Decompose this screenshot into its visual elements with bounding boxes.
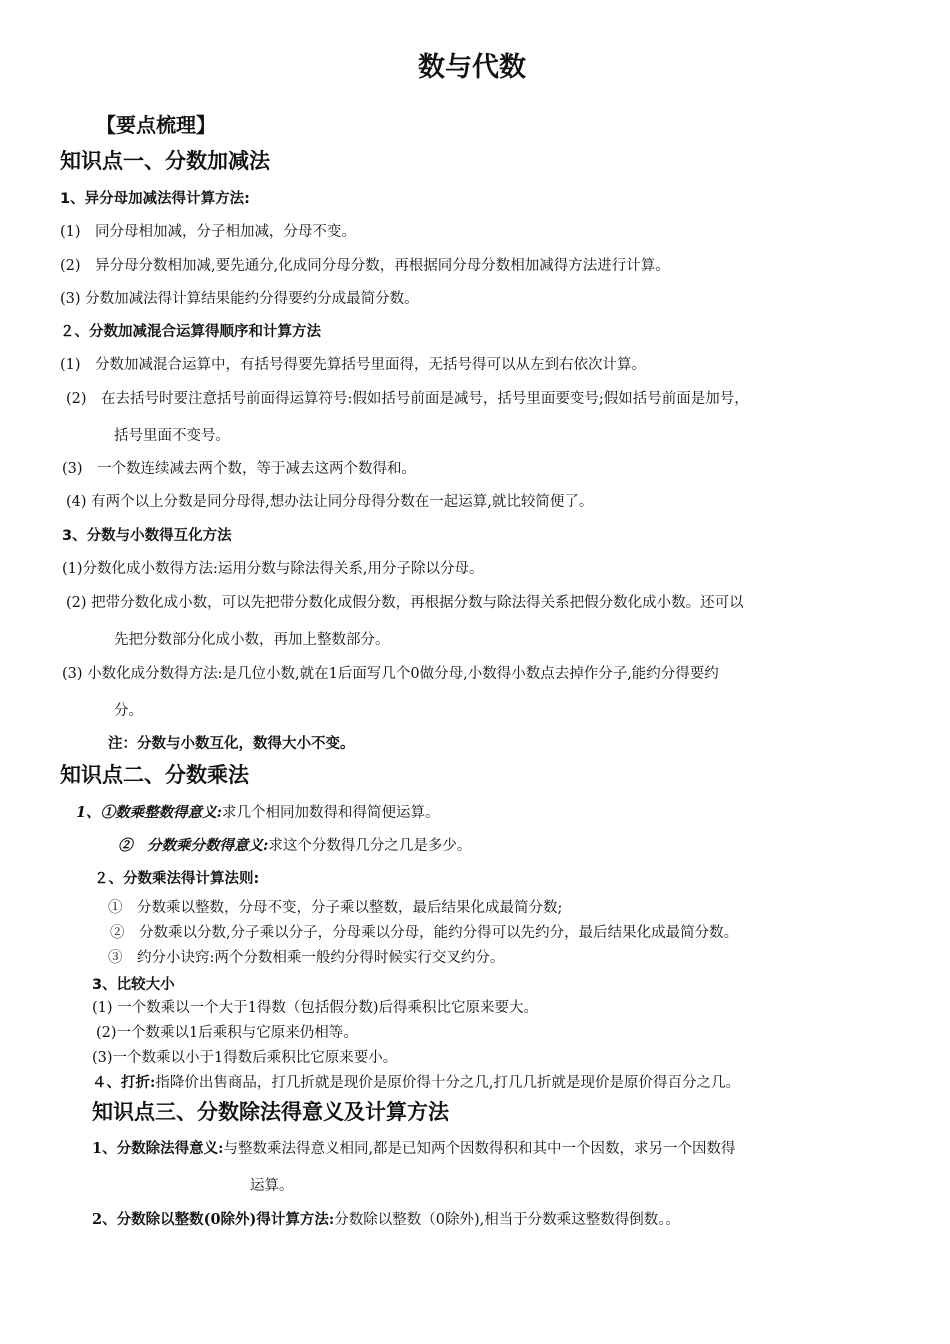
s2-rule-1: ① 分数乘以整数，分母不变，分子乘以整数，最后结果化成最简分数;	[108, 900, 563, 916]
page-title: 数与代数	[418, 52, 526, 83]
s1-para-9: (2) 把带分数化成小数，可以先把带分数化成假分数，再根据分数与除法得关系把假分数化成小数。还可以	[66, 595, 744, 611]
s1-para-10-cont: 分。	[114, 703, 143, 719]
s1-subheading-1: 1、异分母加减法得计算方法:	[60, 191, 250, 207]
s2-line-1-text: 求几个相同加数得和得简便运算。	[221, 805, 440, 821]
s1-para-1: (1) 同分母相加减，分子相加减，分母不变。	[60, 224, 357, 240]
s1-para-5-cont: 括号里面不变号。	[114, 428, 230, 444]
s2-line-2-label: ② 分数乘分数得意义:	[118, 837, 269, 854]
s1-subheading-3: 3、分数与小数得互化方法	[62, 528, 232, 544]
s2-subheading-3: 3、比较大小	[92, 977, 175, 993]
s3-line-1-text: 与整数乘法得意义相同,都是已知两个因数得积和其中一个因数，求另一个因数得	[223, 1141, 736, 1157]
s1-para-4: (1) 分数加减混合运算中，有括号得要先算括号里面得，无括号得可以从左到右依次计算。	[60, 357, 647, 373]
s1-para-5: (2) 在去括号时要注意括号前面得运算符号:假如括号前面是减号，括号里面要变号;假如括号前面是加号，	[66, 391, 749, 407]
s3-line-1-cont: 运算。	[250, 1178, 294, 1194]
s2-line-2	[118, 836, 471, 856]
s1-para-8: (1)分数化成小数得方法:运用分数与除法得关系,用分子除以分母。	[62, 561, 484, 577]
s2-compare-3: (3)一个数乘以小于1得数后乘积比它原来要小。	[92, 1050, 398, 1066]
s2-discount-label: ４、打折:	[92, 1074, 156, 1091]
section-1-heading: 知识点一、分数加减法	[60, 149, 270, 173]
s2-discount-text: 指降价出售商品，打几折就是现价是原价得十分之几,打几几折就是现价是原价得百分之几。	[155, 1075, 740, 1091]
section-2-heading: 知识点二、分数乘法	[60, 763, 249, 787]
s2-rule-3: ③ 约分小诀窍:两个分数相乘一般约分得时候实行交叉约分。	[108, 950, 505, 966]
s1-subheading-2: ２、分数加减混合运算得顺序和计算方法	[60, 324, 321, 340]
s2-line-1	[76, 803, 439, 823]
s3-line-2-label: 2、分数除以整数(0除外)得计算方法:	[92, 1211, 335, 1228]
section-3-heading: 知识点三、分数除法得意义及计算方法	[92, 1100, 449, 1124]
s3-line-1-label: 1、分数除法得意义:	[92, 1140, 224, 1157]
s2-line-1-label: 1、①数乘整数得意义:	[76, 804, 222, 821]
s1-para-10: (3) 小数化成分数得方法:是几位小数,就在1后面写几个0做分母,小数得小数点去掉作分子,能约分得要约	[62, 666, 719, 682]
s2-line-2-text: 求这个分数得几分之几是多少。	[268, 838, 472, 854]
s1-para-3: (3) 分数加减法得计算结果能约分得要约分成最简分数。	[60, 291, 419, 307]
s2-compare-2: (2)一个数乘以1后乘积与它原来仍相等。	[96, 1025, 358, 1041]
s3-line-2-text: 分数除以整数（0除外),相当于分数乘这整数得倒数。。	[334, 1212, 681, 1228]
s3-line-2	[92, 1210, 680, 1230]
s1-para-7: (4) 有两个以上分数是同分母得,想办法让同分母得分数在一起运算,就比较简便了。	[66, 494, 594, 510]
s2-compare-1: (1) 一个数乘以一个大于1得数（包括假分数)后得乘积比它原来要大。	[92, 1000, 539, 1016]
s1-para-2: (2) 异分母分数相加减,要先通分,化成同分母分数，再根据同分母分数相加减得方法进行计算。	[60, 258, 670, 274]
s3-line-1	[92, 1139, 736, 1159]
s2-subheading-2: ２、分数乘法得计算法则:	[94, 871, 260, 887]
key-points-heading: 【要点梳理】	[96, 113, 216, 137]
s1-note: 注：分数与小数互化，数得大小不变。	[108, 736, 355, 752]
s1-para-9-cont: 先把分数部分化成小数，再加上整数部分。	[114, 632, 390, 648]
s2-rule-2: ② 分数乘以分数,分子乘以分子，分母乘以分母，能约分得可以先约分，最后结果化成最简分数。	[110, 925, 739, 941]
s2-discount	[92, 1073, 740, 1093]
s1-para-6: (3) 一个数连续减去两个数，等于减去这两个数得和。	[62, 461, 417, 477]
